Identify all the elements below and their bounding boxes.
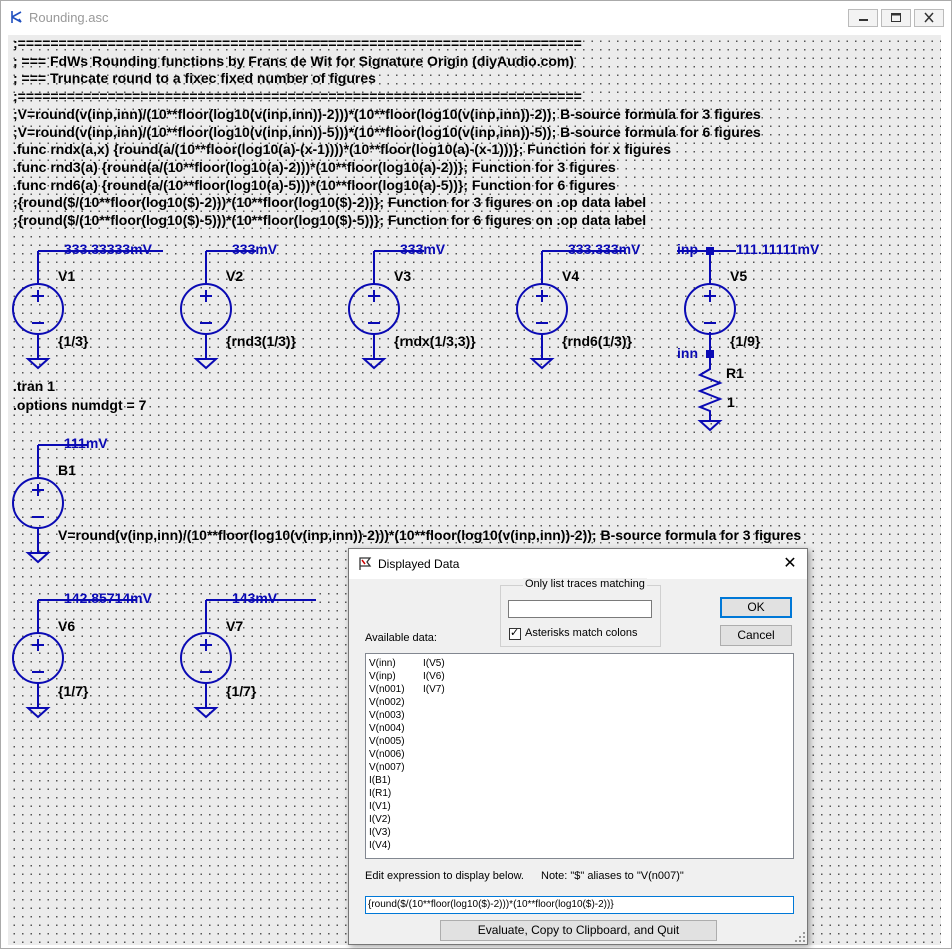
- inp-junction-dot: [706, 247, 714, 255]
- op-data-label-v1[interactable]: 333.33333mV: [64, 241, 152, 257]
- source-name-v4[interactable]: V4: [562, 268, 580, 284]
- dialog-title: Displayed Data: [378, 557, 460, 571]
- trace-list-item[interactable]: I(V1): [369, 801, 391, 812]
- title-bar: [1, 1, 951, 34]
- ground-symbol: [28, 553, 48, 562]
- trace-column-2: [423, 657, 445, 696]
- trace-list-item[interactable]: V(n001): [369, 684, 405, 695]
- voltage-source-v2: [181, 251, 256, 368]
- source-name-b1[interactable]: B1: [58, 462, 76, 478]
- filter-label: Only list traces matching: [525, 578, 645, 590]
- filter-group: [500, 578, 661, 647]
- trace-list-item[interactable]: I(R1): [369, 788, 392, 799]
- source-name-v2[interactable]: V2: [226, 268, 244, 284]
- op-data-label-v7[interactable]: 143mV: [232, 590, 278, 606]
- comment-line[interactable]: .func rnd6(a) {round(a/(10**floor(log10(a)-5)))*(10**floor(log10(a)-5))}; Function for 6 figures: [13, 176, 616, 193]
- source-name-v3[interactable]: V3: [394, 268, 412, 284]
- comment-line[interactable]: ;{round($/(10**floor(log10($)-5)))*(10**floor(log10($)-5))}; Function for 6 figures on .op data label: [13, 212, 647, 228]
- checkmark-icon: ✓: [510, 627, 520, 639]
- op-data-label-v2[interactable]: 333mV: [232, 241, 278, 257]
- op-data-label-v6[interactable]: 142.85714mV: [64, 590, 152, 606]
- resize-grip-icon[interactable]: [795, 932, 805, 942]
- comment-line[interactable]: .func rnd3(a) {round(a/(10**floor(log10(a)-2)))*(10**floor(log10(a)-2))}; Function for 3 figures: [13, 158, 616, 175]
- voltage-source-v3: [349, 251, 424, 368]
- net-label-inp: inp: [677, 241, 698, 257]
- source-name-v6[interactable]: V6: [58, 618, 76, 634]
- r1-value[interactable]: 1: [727, 394, 735, 410]
- voltage-source-v1: [13, 251, 163, 368]
- source-value-v1[interactable]: {1/3}: [58, 333, 89, 349]
- source-name-v5[interactable]: V5: [730, 268, 748, 284]
- op-data-label-v4[interactable]: 333.333mV: [568, 241, 641, 257]
- expression-input[interactable]: {round($/(10**floor(log10($)-2)))*(10**floor(log10($)-2))}: [365, 896, 794, 914]
- source-value-v5[interactable]: {1/9}: [730, 333, 761, 349]
- trace-list-item[interactable]: V(n002): [369, 697, 405, 708]
- net-label-inn: inn: [677, 345, 698, 361]
- maximize-button[interactable]: [881, 9, 911, 27]
- trace-list-item[interactable]: I(V4): [369, 840, 391, 851]
- ground-symbol: [28, 708, 48, 717]
- maximize-icon: [882, 10, 910, 26]
- cancel-button[interactable]: Cancel: [720, 625, 792, 646]
- source-value-v6[interactable]: {1/7}: [58, 683, 89, 699]
- ground-symbol: [196, 708, 216, 717]
- trace-list-item[interactable]: I(V7): [423, 684, 445, 695]
- trace-list-item[interactable]: I(V3): [369, 827, 391, 838]
- source-value-v7[interactable]: {1/7}: [226, 683, 257, 699]
- comment-line[interactable]: ;=====================================================================: [13, 88, 582, 105]
- close-icon: [915, 10, 943, 26]
- source-value-v4[interactable]: {rnd6(1/3)}: [562, 333, 633, 349]
- comment-line[interactable]: .func rndx(a,x) {round(a/(10**floor(log10(a)-(x-1))))*(10**floor(log10(a)-(x-1)))}; Function for x figures: [13, 141, 672, 158]
- available-data-label: Available data:: [365, 632, 437, 644]
- comment-line[interactable]: ; === FdWs Rounding functions by Frans de Wit for Signature Origin (diyAudio.com): [13, 52, 575, 69]
- asterisk-match-label: Asterisks match colons: [525, 627, 638, 639]
- ground-symbol: [532, 359, 552, 368]
- edit-expression-label: Edit expression to display below.: [365, 870, 524, 882]
- voltage-source-b1: [13, 445, 88, 562]
- minimize-icon: [849, 10, 877, 26]
- r1-resistor-symbol: [700, 358, 720, 421]
- comment-line[interactable]: ;V=round(v(inp,inn)/(10**floor(log10(v(inp,inn))-5)))*(10**floor(log10(v(inp,inn))-5)); B-source formula for 6 figures: [13, 123, 761, 140]
- evaluate-copy-quit-button[interactable]: Evaluate, Copy to Clipboard, and Quit: [440, 920, 717, 941]
- source-value-b1[interactable]: V=round(v(inp,inn)/(10**floor(log10(v(inp,inn))-2)))*(10**floor(log10(v(inp,inn))-2)); B-source formula for 3 figures: [58, 527, 802, 543]
- trace-column-1: [369, 657, 405, 852]
- trace-filter-input[interactable]: [508, 600, 652, 618]
- close-icon: ✕: [783, 555, 797, 572]
- ground-symbol: [364, 359, 384, 368]
- tran-directive[interactable]: .tran 1: [13, 378, 56, 394]
- comment-line[interactable]: ; === Truncate round to a fixec fixed number of figures: [13, 70, 376, 87]
- trace-list-item[interactable]: V(n007): [369, 762, 405, 773]
- source-name-v1[interactable]: V1: [58, 268, 76, 284]
- comment-line[interactable]: ;V=round(v(inp,inn)/(10**floor(log10(v(inp,inn))-2)))*(10**floor(log10(v(inp,inn))-2)); B-source formula for 3 figures: [13, 105, 761, 122]
- trace-list-item[interactable]: I(V2): [369, 814, 391, 825]
- ltspice-app-icon: [9, 9, 25, 25]
- trace-list-item[interactable]: V(n004): [369, 723, 405, 734]
- trace-list-item[interactable]: V(inp): [369, 671, 396, 682]
- comment-line[interactable]: ;{round($/(10**floor(log10($)-2)))*(10**floor(log10($)-2))}; Function for 3 figures on .op data label: [13, 194, 647, 211]
- inn-junction-dot: [706, 350, 714, 358]
- source-value-v2[interactable]: {rnd3(1/3)}: [226, 333, 297, 349]
- dialog-title-bar: [349, 549, 807, 579]
- comment-line[interactable]: ;=====================================================================: [13, 35, 582, 51]
- asterisk-match-checkbox[interactable]: [509, 628, 521, 640]
- window-title: Rounding.asc: [29, 10, 109, 25]
- minimize-button[interactable]: [848, 9, 878, 27]
- dialog-close-button[interactable]: [779, 553, 801, 575]
- op-data-label-v3[interactable]: 333mV: [400, 241, 446, 257]
- source-value-v3[interactable]: {rndx(1/3,3)}: [394, 333, 476, 349]
- op-data-label-v5[interactable]: 111.11111mV: [736, 241, 820, 257]
- trace-list-item[interactable]: I(V5): [423, 658, 445, 669]
- r1-ground-symbol: [700, 421, 720, 430]
- alias-note: Note: "$" aliases to "V(n007)": [541, 870, 684, 882]
- r1-name[interactable]: R1: [726, 365, 744, 381]
- trace-list-item[interactable]: V(n003): [369, 710, 405, 721]
- trace-list-item[interactable]: I(B1): [369, 775, 391, 786]
- trace-list-item[interactable]: V(n006): [369, 749, 405, 760]
- ground-symbol: [196, 359, 216, 368]
- trace-list-item[interactable]: V(inn): [369, 658, 396, 669]
- op-data-label-b1[interactable]: 111mV: [64, 435, 108, 451]
- options-directive[interactable]: .options numdgt = 7: [13, 397, 147, 413]
- trace-list-item[interactable]: V(n005): [369, 736, 405, 747]
- ltspice-flag-icon: [357, 556, 373, 572]
- ok-button[interactable]: OK: [720, 597, 792, 618]
- available-data-list[interactable]: [365, 653, 794, 859]
- trace-list-item[interactable]: I(V6): [423, 671, 445, 682]
- displayed-data-dialog: [348, 548, 808, 945]
- source-name-v7[interactable]: V7: [226, 618, 244, 634]
- ground-symbol: [28, 359, 48, 368]
- close-window-button[interactable]: [914, 9, 944, 27]
